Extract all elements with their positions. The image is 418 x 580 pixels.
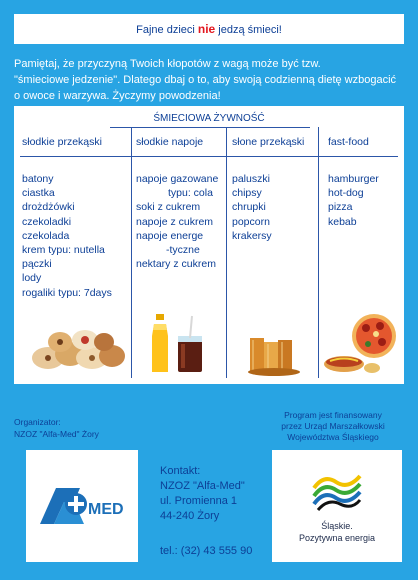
- header-divider: [20, 156, 398, 157]
- intro-line: Pamiętaj, że przyczyną Twoich kłopotów z wagą może być tzw.: [14, 58, 321, 70]
- column-header-sweet-drinks: słodkie napoje: [136, 136, 204, 148]
- funding-line: Województwa Śląskiego: [287, 432, 379, 442]
- title-underline: [110, 127, 310, 128]
- list-item: pizza: [328, 201, 353, 214]
- funding-note: [258, 410, 408, 443]
- contact-street: ul. Promienna 1: [160, 495, 238, 507]
- list-item: napoje gazowane: [136, 173, 219, 185]
- contact-block: [160, 464, 253, 557]
- salty-snacks-illustration: [246, 334, 302, 376]
- table-title: ŚMIECIOWA ŻYWNOŚĆ: [153, 113, 265, 124]
- contact-city: 44-240 Żory: [160, 510, 220, 522]
- list-item: ciastka: [22, 187, 55, 200]
- slogan-end: jedzą śmieci!: [215, 24, 282, 36]
- contact-heading: Kontakt:: [160, 465, 201, 477]
- contact-phone: tel.: (32) 43 555 90: [160, 545, 253, 557]
- list-item: nektary z cukrem: [136, 258, 216, 271]
- list-item: napoje z cukrem: [136, 215, 214, 228]
- alfa-med-logo: [34, 478, 132, 532]
- contact-name: NZOZ "Alfa-Med": [160, 480, 245, 492]
- list-item: drożdżówki: [22, 201, 75, 214]
- list-item: pączki: [22, 258, 52, 271]
- list-item: hamburger: [328, 173, 379, 185]
- list-item: popcorn: [232, 215, 270, 228]
- funding-line: Program jest finansowany: [284, 410, 382, 420]
- silesia-logo-name: Śląskie.: [321, 521, 353, 531]
- list-item: czekolada: [22, 229, 70, 242]
- list-item: chrupki: [232, 201, 266, 214]
- column-divider: [131, 127, 132, 378]
- list-item: -tyczne: [166, 244, 200, 257]
- column-divider: [318, 127, 319, 378]
- column-header-salty-snacks: słone przekąski: [232, 136, 305, 148]
- list-item: czekoladki: [22, 215, 72, 228]
- sweet-snacks-list: [22, 172, 112, 300]
- intro-line: "śmieciowe jedzenie". Dlatego dbaj o to, aby swoją codzienną dietę wzbogacić: [14, 74, 397, 86]
- list-item: krakersy: [232, 229, 272, 242]
- sweet-drinks-list: [136, 172, 218, 271]
- list-item: hot-dog: [328, 187, 364, 200]
- list-item: krem typu: nutella: [22, 244, 105, 257]
- organizer-name: NZOZ "Alfa-Med" Żory: [14, 429, 99, 439]
- slogan-start: Fajne dzieci: [136, 24, 198, 36]
- alfa-med-logo-box: [26, 450, 138, 562]
- drinks-illustration: [148, 312, 212, 376]
- fast-food-illustration: [322, 312, 400, 380]
- list-item: kebab: [328, 215, 357, 228]
- list-item: rogaliki typu: 7days: [22, 286, 112, 299]
- list-item: lody: [22, 272, 42, 285]
- header-slogan: [14, 22, 404, 36]
- salty-snacks-list: [232, 172, 272, 243]
- column-header-fast-food: fast-food: [328, 136, 369, 148]
- list-item: napoje energe: [136, 229, 204, 242]
- list-item: batony: [22, 173, 54, 185]
- alfa-med-logo-text: MED: [88, 501, 124, 518]
- silesia-logo-box: [272, 450, 402, 562]
- column-divider: [226, 127, 227, 378]
- header-banner: [14, 14, 404, 44]
- list-item: soki z cukrem: [136, 201, 201, 214]
- list-item: typu: cola: [168, 187, 213, 200]
- fast-food-list: [328, 172, 379, 229]
- slogan-highlight: nie: [197, 22, 216, 36]
- silesia-logo-slogan: Pozytywna energia: [298, 533, 376, 543]
- intro-line: o owoce i warzywa. Życzymy powodzenia!: [14, 90, 221, 102]
- organizer-label: Organizator:: [14, 417, 61, 427]
- list-item: chipsy: [232, 187, 262, 200]
- organizer-note: [14, 416, 99, 440]
- junk-food-table: [14, 106, 404, 384]
- funding-line: przez Urząd Marszałkowski: [281, 421, 385, 431]
- column-header-sweet-snacks: słodkie przekąski: [22, 136, 102, 148]
- list-item: paluszki: [232, 173, 270, 185]
- cookies-illustration: [30, 318, 126, 374]
- silesia-logo: [310, 468, 364, 512]
- intro-paragraph: [14, 56, 404, 104]
